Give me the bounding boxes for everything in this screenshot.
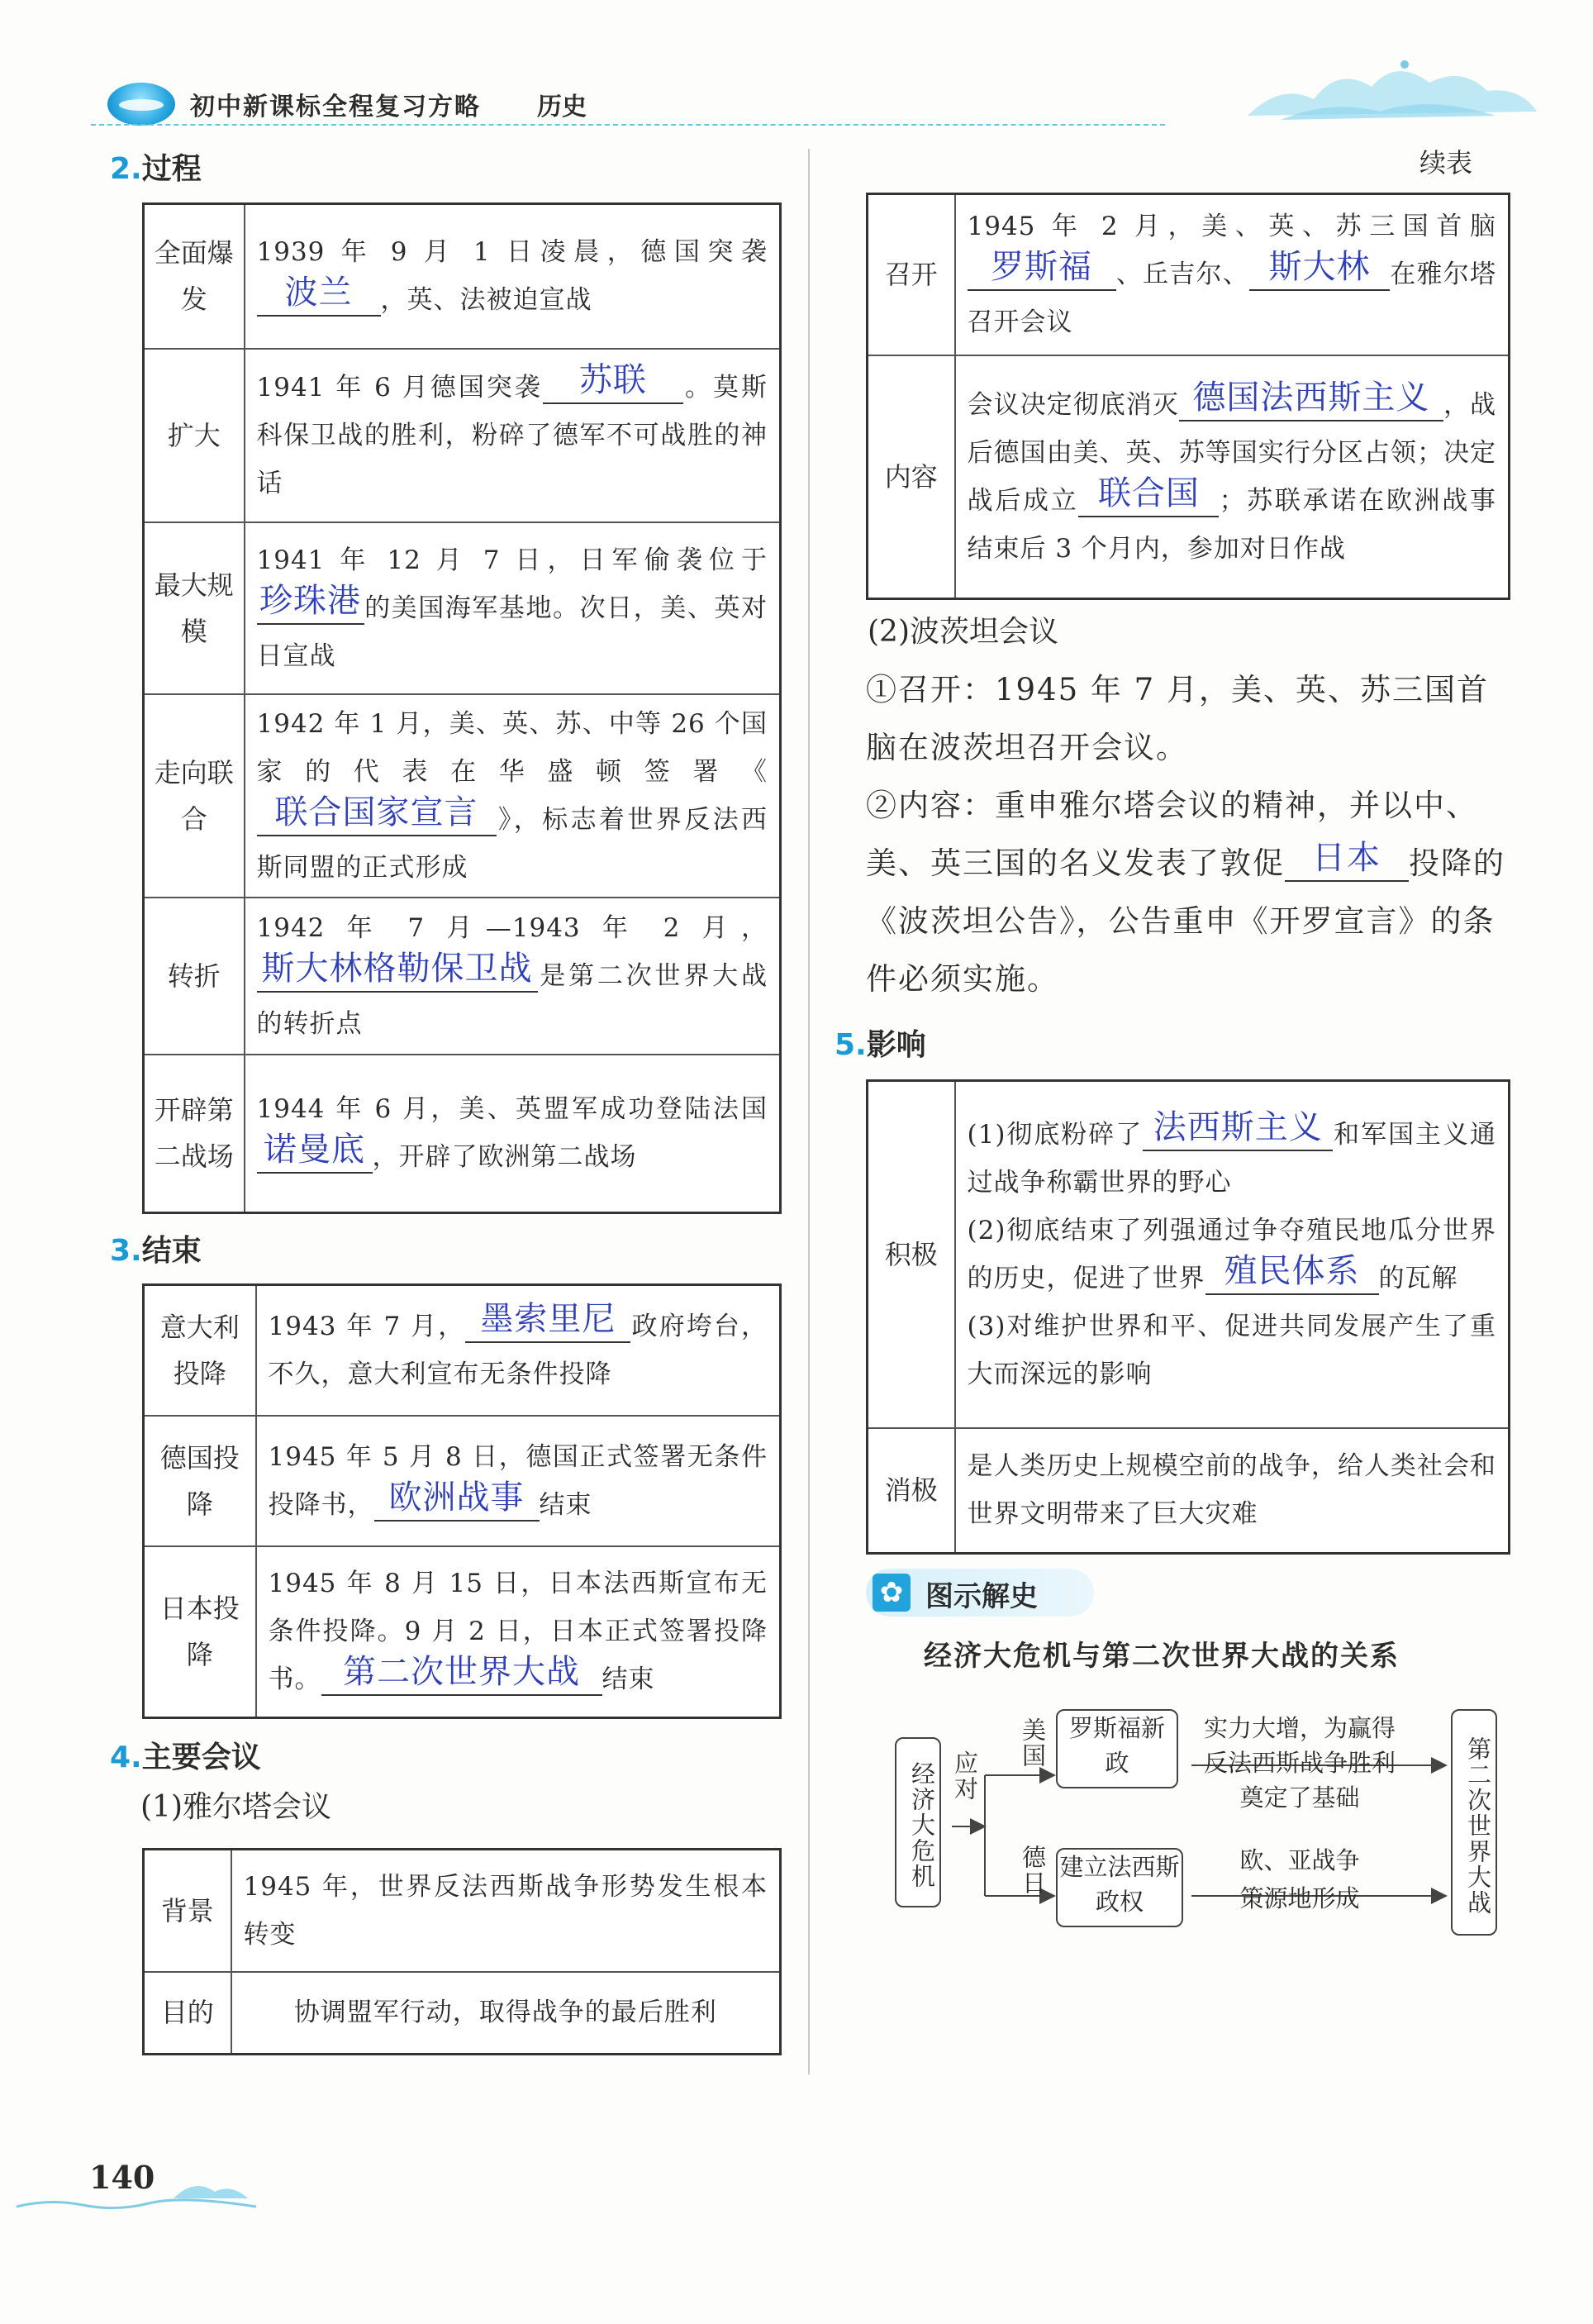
row-label: 意大利投降: [144, 1285, 256, 1416]
row-text: 协调盟军行动，取得战争的最后胜利: [231, 1972, 781, 2055]
answer-text: 联合国: [1097, 474, 1200, 512]
row-label: 扩大: [144, 349, 245, 522]
potsdam-convene: ①召开：1945 年 7 月，美、英、苏三国首脑在波茨坦召开会议。: [866, 672, 1489, 765]
column-divider: [808, 149, 810, 2074]
flower-icon: ✿: [873, 1574, 911, 1612]
page-number: 140: [89, 2159, 155, 2196]
answer-text: 墨索里尼: [480, 1299, 616, 1338]
yalta-subtitle: (1)雅尔塔会议: [140, 1790, 331, 1824]
positive-item-2: (2)彻底结束了列强通过争夺殖民地瓜分世界的历史，促进了世界 殖民体系 的瓦解: [967, 1215, 1496, 1293]
row-label: 内容: [868, 355, 955, 599]
potsdam-text: [866, 661, 1519, 1008]
table-row: 开辟第二战场 1944 年 6 月，美、英盟军成功登陆法国诺曼底 ，开辟了欧洲第二战场: [144, 1055, 781, 1213]
answer-text: 日本: [1312, 839, 1381, 877]
yalta-table-part2: [866, 193, 1510, 600]
us-result-text: 实力大增，为赢得 反法西斯战争胜利 奠定了基础: [1203, 1714, 1396, 1812]
clouds-decoration-icon: [1231, 50, 1545, 132]
header-divider: [91, 124, 1165, 126]
section-5-heading: 5.影响: [835, 1028, 926, 1062]
row-text: 1945 年，世界反法西斯战争形势发生根本转变: [231, 1850, 781, 1972]
table-row: 德国投降 1945 年 5 月 8 日，德国正式签署无条件投降书， 欧洲战事 结束: [144, 1416, 781, 1546]
respond-label: 应对: [951, 1750, 979, 1802]
diagram-connectors: [892, 1703, 1496, 1950]
row-label: 走向联合: [144, 694, 245, 898]
table-row: 内容 会议决定彻底消灭 德国法西斯主义 ，战后德国由美、英、苏等国实行分区占领；决定战后成立 联合国 ；苏联承诺在欧洲战事结束后 3 个月内，参加对日作战: [868, 355, 1510, 599]
potsdam-content: ②内容：重申雅尔塔会议的精神，并以中、美、英三国的名义发表了敦促 日本 投降的《波茨坦公告》，公告重申《开罗宣言》的条件必须实施。: [866, 788, 1505, 997]
table-row: 全面爆发 1939 年 9 月 1 日凌晨，德国突袭波兰 ，英、法被迫宣战: [144, 204, 781, 349]
section-3-heading: 3.结束: [110, 1234, 202, 1268]
table-row: 转折 1942 年 7 月—1943 年 2 月，斯大林格勒保卫战 是第二次世界大战的转折点: [144, 898, 781, 1055]
ww2-box: 第二次世界大战: [1451, 1709, 1497, 1936]
impact-table: [866, 1079, 1510, 1555]
row-label: 消极: [868, 1428, 955, 1554]
de-jp-result-text: 欧、亚战争 策源地形成: [1239, 1846, 1360, 1912]
positive-item-3: (3)对维护世界和平、促进共同发展产生了重大而深远的影响: [967, 1311, 1496, 1389]
series-title: 初中新课标全程复习方略: [190, 93, 481, 121]
table-row: 最大规模 1941 年 12 月 7 日，日军偷袭位于珍珠港 的美国海军基地。次日，美、英对日宣战: [144, 522, 781, 694]
yalta-table-part1: [142, 1848, 782, 2055]
table-row: 意大利投降 1943 年 7 月， 墨索里尼 政府垮台，不久，意大利宣布无条件投降: [144, 1285, 781, 1416]
answer-text: 法西斯主义: [1153, 1107, 1323, 1146]
positive-item-1: (1)彻底粉碎了 法西斯主义 和军国主义通过战争称霸世界的野心: [967, 1107, 1496, 1198]
illustrated-history-badge: ✿ 图示解史: [866, 1569, 1094, 1617]
answer-text: 斯大林格勒保卫战: [261, 949, 533, 988]
footer-waves-icon: [17, 2165, 256, 2223]
table-row: 走向联合 1942 年 1 月，美、英、苏、中等 26 个国家的代表在华盛顿签署《联合国家宣言 》，标志着世界反法西斯同盟的正式形成: [144, 694, 781, 898]
section-4-heading: 4.主要会议: [110, 1741, 261, 1774]
row-label: 最大规模: [144, 522, 245, 694]
us-label: 美国: [1019, 1717, 1047, 1769]
row-label: 转折: [144, 898, 245, 1055]
row-label: 开辟第二战场: [144, 1055, 245, 1213]
process-table: [142, 202, 782, 1214]
row-label: 背景: [144, 1850, 231, 1972]
answer-text: 德国法西斯主义: [1192, 378, 1430, 417]
row-label: 召开: [868, 194, 955, 355]
row-text: 是人类历史上规模空前的战争，给人类社会和世界文明带来了巨大灾难: [955, 1428, 1510, 1554]
fascist-regime-box: 建立法西斯政权: [1056, 1848, 1183, 1927]
table-row: [868, 1081, 1510, 1428]
table-row: [144, 1972, 781, 2055]
subject-label: 历史: [537, 93, 587, 121]
row-label: 德国投降: [144, 1416, 256, 1546]
economic-crisis-box: 经济大危机: [895, 1737, 941, 1907]
row-label: 日本投降: [144, 1546, 256, 1718]
answer-text: 第二次世界大战: [343, 1653, 580, 1692]
answer-text: 珍珠港: [259, 581, 361, 620]
answer-text: 罗斯福: [991, 248, 1092, 287]
publisher-logo-icon: [107, 83, 175, 126]
row-label: 全面爆发: [144, 204, 245, 349]
answer-text: 诺曼底: [264, 1131, 365, 1169]
de-jp-label: 德日: [1019, 1845, 1047, 1896]
answer-text: 斯大林: [1268, 248, 1371, 287]
answer-text: 波兰: [284, 274, 353, 312]
row-label: 目的: [144, 1972, 231, 2055]
table-row: 扩大 1941 年 6 月德国突袭 苏联 。莫斯科保卫战的胜利，粉碎了德军不可战胜的神话: [144, 349, 781, 522]
answer-text: 联合国家宣言: [274, 793, 478, 831]
potsdam-subtitle: (2)波茨坦会议: [868, 615, 1058, 649]
section-2-heading: 2.过程: [110, 152, 202, 186]
end-table: [142, 1283, 782, 1719]
answer-text: 欧洲战事: [388, 1478, 525, 1517]
table-row: 日本投降 1945 年 8 月 15 日，日本法西斯宣布无条件投降。9 月 2 日，日本正式签署投降书。 第二次世界大战 结束: [144, 1546, 781, 1718]
answer-text: 殖民体系: [1224, 1251, 1360, 1290]
table-row: [144, 1850, 781, 1972]
diagram-title: 经济大危机与第二次世界大战的关系: [924, 1640, 1400, 1673]
table-row: [868, 1428, 1510, 1554]
continued-label: 续表: [1419, 147, 1473, 179]
table-row: 召开 1945 年 2 月，美、英、苏三国首脑罗斯福 、丘吉尔、 斯大林 在雅尔塔召开会议: [868, 194, 1510, 355]
row-label: 积极: [868, 1081, 955, 1428]
answer-text: 苏联: [578, 360, 647, 399]
new-deal-box: 罗斯福新政: [1056, 1709, 1178, 1788]
